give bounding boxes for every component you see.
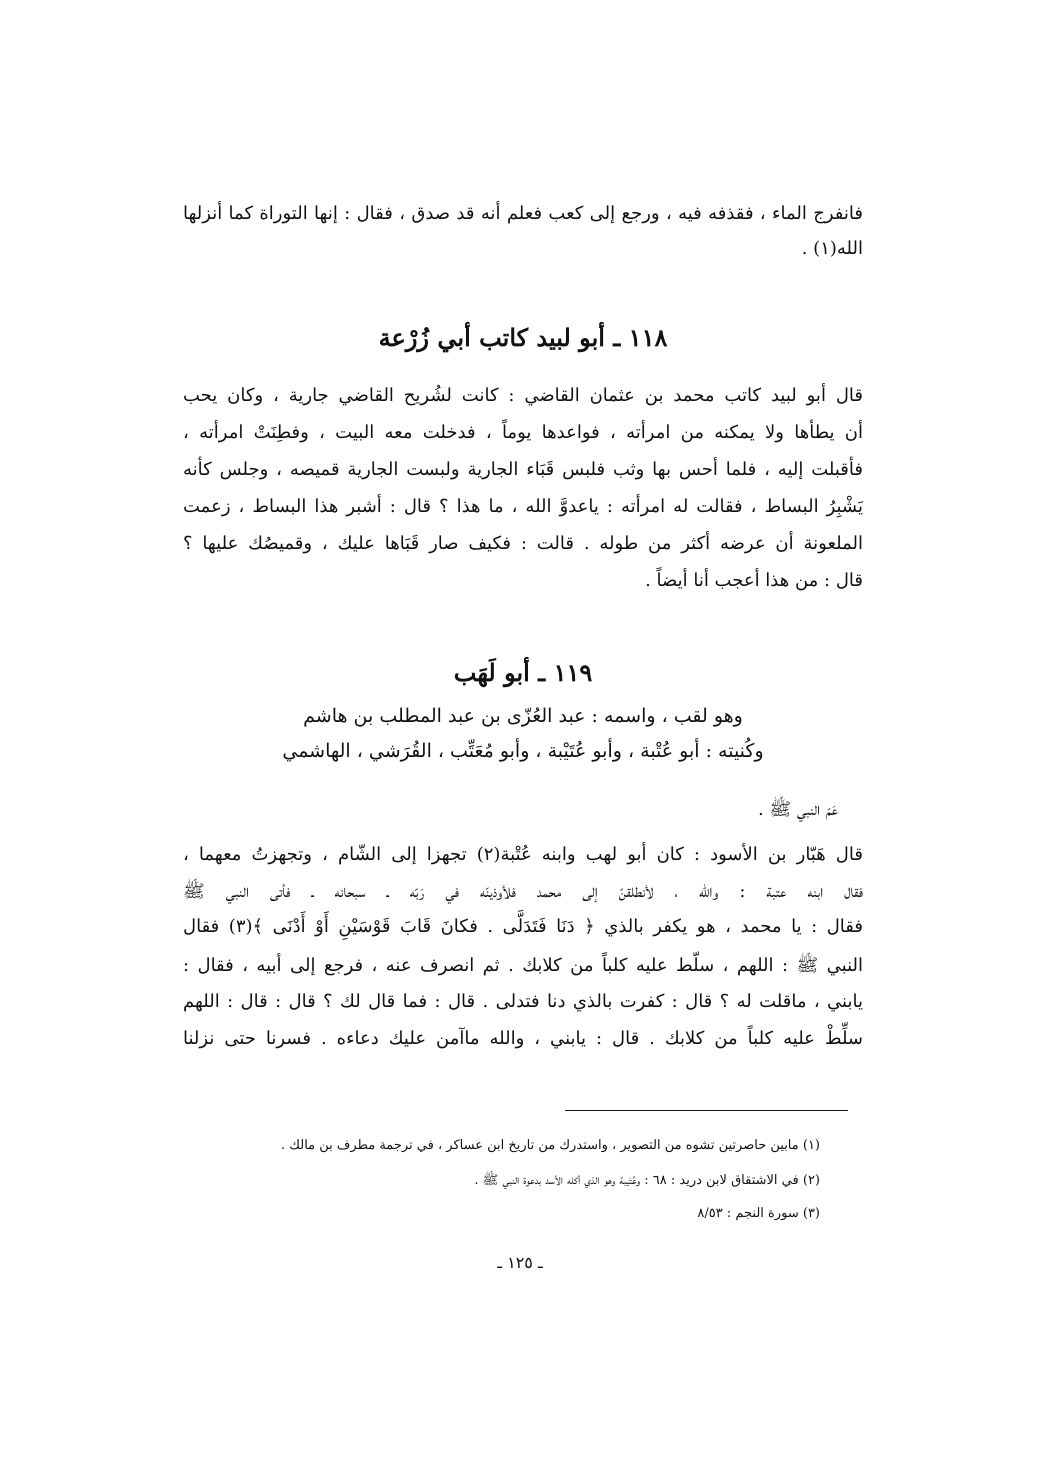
s119-line-7: سلِّطْ عليه كلباً من كلابك . قال : يابني ، والله ماآمن عليك دعاءه . فسرنا حتى نزلنا bbox=[183, 1028, 863, 1049]
s119-line-3: فقال ابنه عتبة : والله ، لأنطلقنّ إلى محمد فلأوذينّه في رَبّه ـ سبحانه ـ فأتى النبي ﷺ bbox=[183, 881, 863, 902]
s119-line-1: عَمّ النبي ﷺ . bbox=[757, 799, 838, 820]
footnote-1: (١) مابين حاصرتين تشوه من التصوير ، واستدرك من تاريخ ابن عساكر ، في ترجمة مطرف بن مالك . bbox=[281, 1138, 820, 1153]
s119-line-4: فقال : يا محمد ، هو يكفر بالذي ﴿ دَنَا فَتَدَلَّى . فكانَ قَابَ قَوْسَيْنِ أَوْ أَدْنَى ﴾(٣) فقال bbox=[183, 916, 863, 937]
section-119-heading: ١١٩ ـ أبو لَهَب bbox=[453, 658, 593, 687]
s118-line-1: قال أبو لبيد كاتب محمد بن عثمان القاضي : كانت لشُريح القاضي جارية ، وكان يحب bbox=[183, 385, 863, 406]
section-118-heading: ١١٨ ـ أبو لبيد كاتب أبي زُرْعة bbox=[378, 323, 668, 352]
s119-subline-2: وكُنيته : أبو عُتْبة ، وأبو عُتَيْبة ، وأبو مُعَتِّب ، القُرَشي ، الهاشمي bbox=[282, 740, 764, 762]
intro-line-1: فانفرج الماء ، فقذفه فيه ، ورجع إلى كعب فعلم أنه قد صدق ، فقال : إنها التوراة كما أنزلها bbox=[183, 203, 863, 224]
s118-line-3: فأقبلت إليه ، فلما أحس بها وثب فلبس قَبَاء الجارية ولبست الجارية قميصه ، وجلس كأنه bbox=[183, 459, 863, 480]
s119-subline-1: وهو لقب ، واسمه : عبد العُزّى بن عبد المطلب بن هاشم bbox=[303, 705, 743, 727]
footnote-2: (٢) في الاشتقاق لابن دريد : ٦٨ : وعُتَيبة وهو الذي أكله الأسد بدعوة النبي ﷺ . bbox=[474, 1173, 820, 1188]
section-119-body bbox=[183, 798, 863, 1088]
intro-line-2: الله(١) . bbox=[801, 238, 863, 259]
s119-line-5: النبي ﷺ : اللهم ، سلّط عليه كلباً من كلابك . ثم انصرف عنه ، فرجع إلى أبيه ، فقال : bbox=[183, 955, 863, 976]
section-118-body bbox=[183, 385, 863, 625]
footnote-3: (٣) سورة النجم : ٨/٥٣ bbox=[697, 1206, 820, 1221]
s118-line-6: قال : من هذا أعجب أنا أيضاً . bbox=[645, 570, 863, 591]
s118-line-2: أن يطأها ولا يمكنه من امرأته ، فواعدها يوماً ، فدخلت معه البيت ، وفطِنَتْ امرأته ، bbox=[183, 422, 863, 443]
s119-line-2: قال هَبّار بن الأسود : كان أبو لهب وابنه عُتْبة(٢) تجهزا إلى الشّام ، وتجهزتُ معهما ، bbox=[183, 844, 863, 865]
s119-line-6: يابني ، ماقلت له ؟ قال : كفرت بالذي دنا فتدلى . قال : فما قال لك ؟ قال : قال : اللهم bbox=[183, 991, 863, 1012]
page-number: ـ ١٢٥ ـ bbox=[497, 1253, 543, 1272]
s118-line-4: يَشْبِرُ البساط ، فقالت له امرأته : ياعدوَّ الله ، ما هذا ؟ قال : أشبر هذا البساط ، زعمت bbox=[183, 496, 863, 517]
s118-line-5: الملعونة أن عرضه أكثر من طوله . قالت : فكيف صار قَبَاها عليك ، وقميصُك عليها ؟ bbox=[183, 533, 863, 554]
footnote-separator bbox=[565, 1110, 848, 1111]
